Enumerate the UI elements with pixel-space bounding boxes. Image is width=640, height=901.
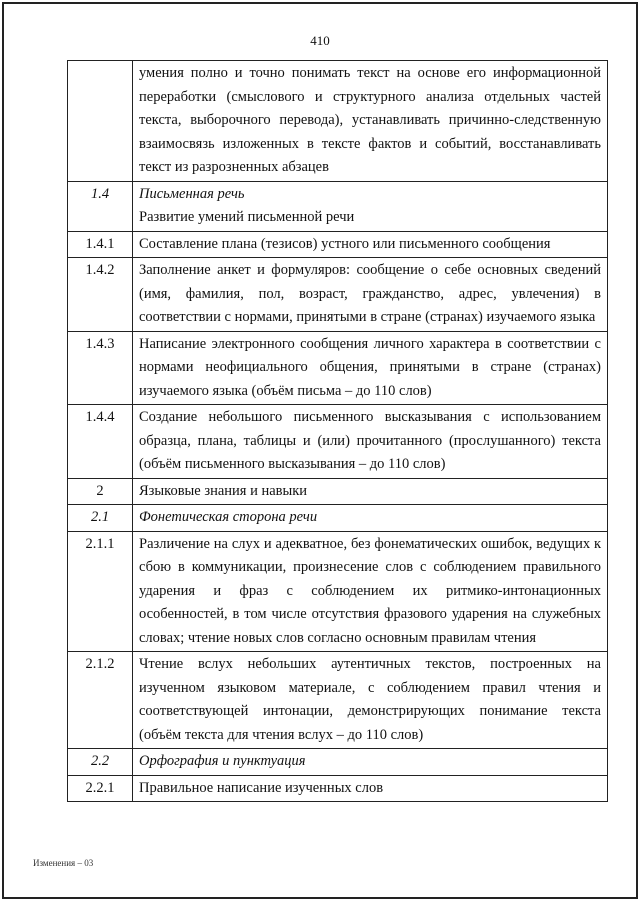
table-row: [68, 61, 608, 182]
table-row: [68, 775, 608, 802]
row-text: Составление плана (тезисов) устного или письменного сообщения: [133, 231, 608, 258]
row-number: 2: [68, 478, 133, 505]
table-row: [68, 331, 608, 405]
table-row: [68, 478, 608, 505]
row-text: Заполнение анкет и формуляров: сообщение о себе основных сведений (имя, фамилия, пол, возраст, гражданство, адрес, увлечения) в соответствии с нормами, принятыми в стране (странах) изучаемого языка: [133, 258, 608, 332]
section-heading: Фонетическая сторона речи: [133, 505, 608, 532]
row-number: 1.4: [68, 181, 133, 231]
table-row-section: [68, 181, 608, 231]
row-number: 1.4.2: [68, 258, 133, 332]
row-text: Языковые знания и навыки: [133, 478, 608, 505]
row-number: 2.1.1: [68, 531, 133, 652]
row-text: Правильное написание изученных слов: [133, 775, 608, 802]
row-number: [68, 61, 133, 182]
row-text: Различение на слух и адекватное, без фонематических ошибок, ведущих к сбою в коммуникации, произнесение слов с соблюдением правильного ударения и фраз с соблюдением их ритмико-интонационных особенностей, в том числе отсутствия фразового ударения на служебных словах; чтение новых слов согласно основным правилам чтения: [133, 531, 608, 652]
row-number: 1.4.4: [68, 405, 133, 479]
row-text: Создание небольшого письменного высказывания с использованием образца, плана, таблицы и (или) прочитанного (прослушанного) текста (объём письменного высказывания – до 110 слов): [133, 405, 608, 479]
row-number: 1.4.3: [68, 331, 133, 405]
row-text: [133, 181, 608, 231]
table-row: [68, 652, 608, 749]
page-number: 410: [310, 33, 330, 48]
row-text: Чтение вслух небольших аутентичных текстов, построенных на изученном языковом материале, с соблюдением правил чтения и соответствующей интонации, демонстрирующих понимание текста (объём текста для чтения вслух – до 110 слов): [133, 652, 608, 749]
table-row: [68, 258, 608, 332]
row-number: 2.2: [68, 749, 133, 776]
row-number: 2.1: [68, 505, 133, 532]
table-row: [68, 405, 608, 479]
table-row: [68, 531, 608, 652]
table-row: [68, 231, 608, 258]
row-number: 2.2.1: [68, 775, 133, 802]
table-row-section: [68, 505, 608, 532]
content-table: [67, 60, 608, 802]
footer-note: Изменения – 03: [33, 858, 94, 868]
section-heading: Орфография и пунктуация: [133, 749, 608, 776]
row-number: 2.1.2: [68, 652, 133, 749]
table-row-section: [68, 749, 608, 776]
section-heading: Письменная речь: [139, 185, 245, 202]
section-subheading: Развитие умений письменной речи: [139, 209, 355, 225]
row-text: Написание электронного сообщения личного характера в соответствии с нормами неофициального общения, принятыми в стране (странах) изучаемого языка (объём письма – до 110 слов): [133, 331, 608, 405]
row-number: 1.4.1: [68, 231, 133, 258]
row-text: умения полно и точно понимать текст на основе его информационной переработки (смыслового и структурного анализа отдельных частей текста, выборочного перевода), устанавливать причинно-следственную взаимосвязь изложенных в тексте фактов и событий, восстанавливать текст из разрозненных абзацев: [133, 61, 608, 182]
